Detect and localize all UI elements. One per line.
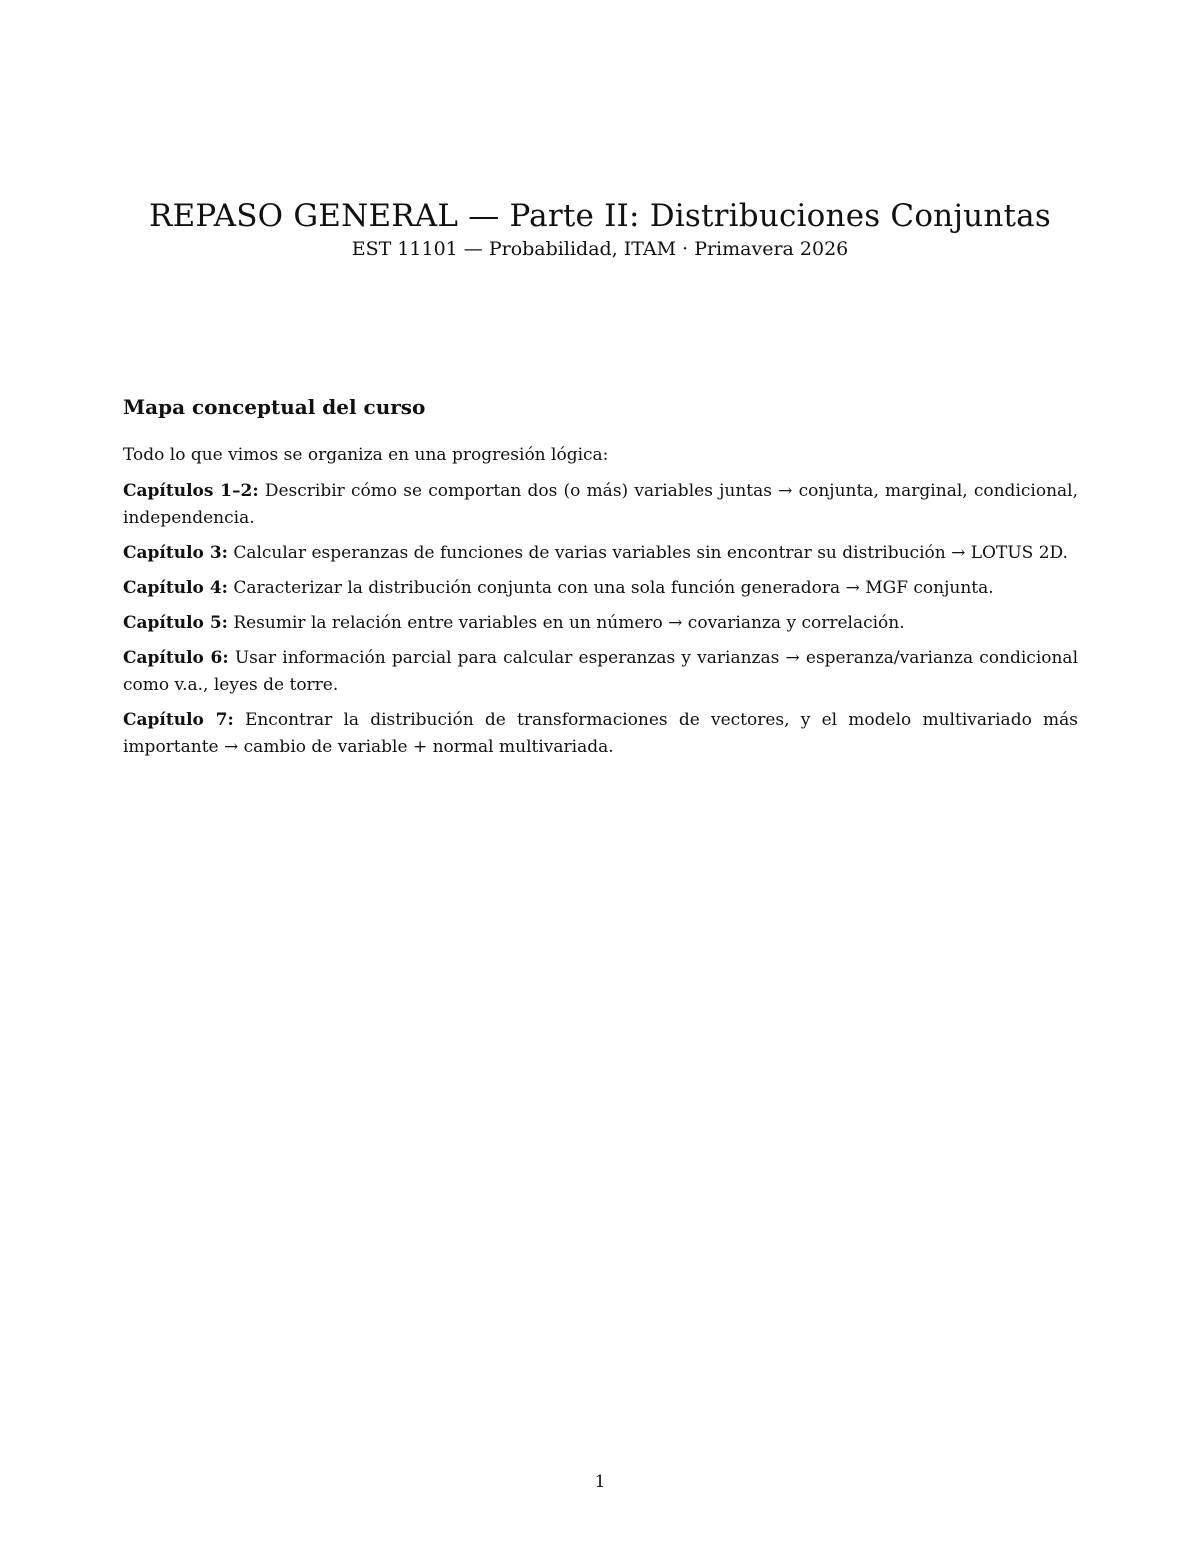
chapter-text: Encontrar la distribución de transformaciones de vectores, y el modelo multivariado más importante → cambio de variable + normal multivariada. (123, 710, 1079, 757)
document-subtitle: EST 11101 — Probabilidad, ITAM · Primavera 2026 (351, 238, 849, 260)
document-title: REPASO GENERAL — Parte II: Distribuciones Conjuntas (149, 198, 1051, 234)
chapter-label: Capítulo 7: (123, 710, 234, 730)
chapter-label: Capítulo 5: (123, 613, 228, 633)
chapter-item-1-2 (123, 478, 1078, 532)
chapter-item-6 (123, 645, 1078, 699)
chapter-text: Describir cómo se comportan dos (o más) variables juntas → conjunta, marginal, condicional, independencia. (123, 481, 1078, 528)
chapter-item-4 (123, 575, 1078, 602)
chapter-label: Capítulo 3: (123, 543, 228, 563)
intro-paragraph: Todo lo que vimos se organiza en una progresión lógica: (123, 445, 609, 465)
chapter-text: Resumir la relación entre variables en un número → covarianza y correlación. (227, 613, 905, 633)
main-content (123, 393, 1078, 769)
chapter-label: Capítulo 6: (123, 648, 229, 668)
chapter-label: Capítulos 1–2: (123, 481, 259, 501)
chapter-text: Usar información parcial para calcular esperanzas y varianzas → esperanza/varianza condicional como v.a., leyes de torre. (123, 648, 1079, 695)
chapter-text: Caracterizar la distribución conjunta con una sola función generadora → MGF conjunta. (227, 578, 994, 598)
chapter-label: Capítulo 4: (123, 578, 228, 598)
page-number: 1 (594, 1472, 606, 1492)
chapter-text: Calcular esperanzas de funciones de varias variables sin encontrar su distribución → LOTUS 2D. (227, 543, 1068, 563)
chapter-item-3 (123, 540, 1078, 567)
chapter-item-7 (123, 707, 1078, 761)
section-heading: Mapa conceptual del curso (123, 395, 426, 419)
title-block (0, 196, 1200, 262)
chapter-item-5 (123, 610, 1078, 637)
